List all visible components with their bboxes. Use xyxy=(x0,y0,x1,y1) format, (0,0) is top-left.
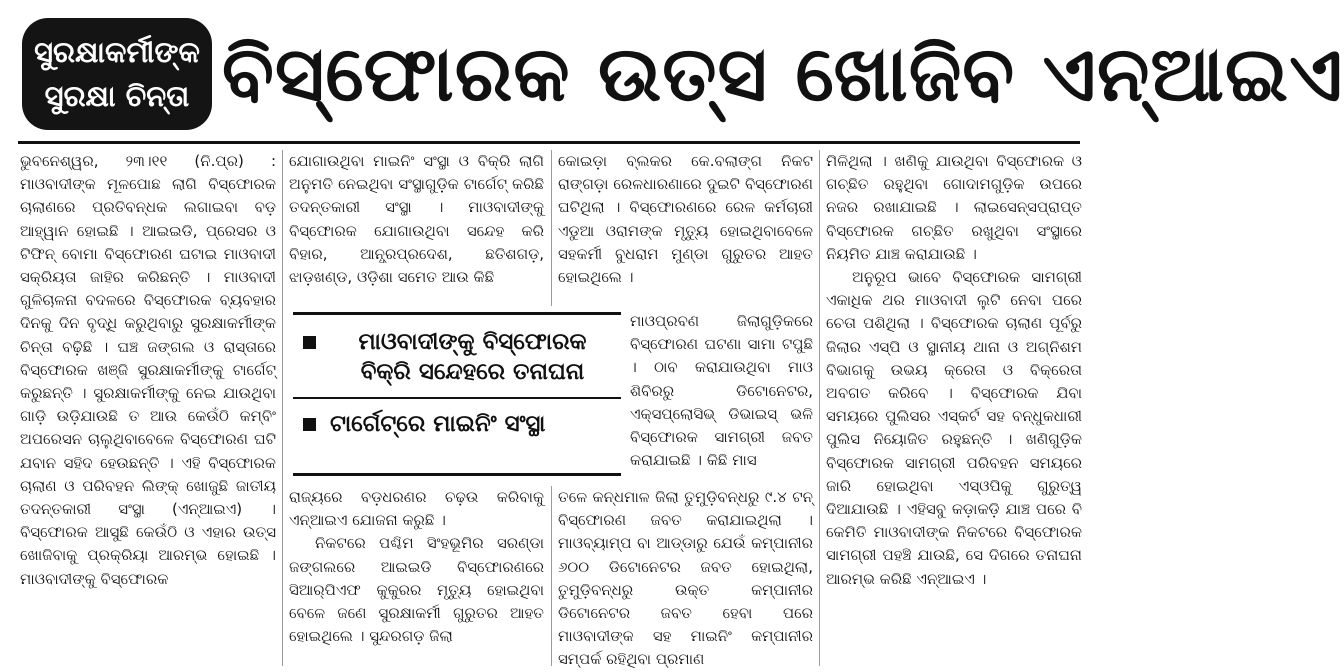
article-paragraph: ମିଳିଥିଲା । ଖଣିକୁ ଯାଉଥିବା ବିସ୍ଫୋରକ ଓ ଗଚ୍ଛିତ ରହୁଥିବା ଗୋଦାମଗୁଡ଼ିକ ଉପରେ ନଜର ରଖାଯାଇଛି । ଲାଇସେନ୍ସପ୍ରାପ୍ତ ବିସ୍ଫୋରକ ଗଚ୍ଛିତ ରଖୁଥିବା ସଂସ୍ଥାରେ ନିୟମିତ ଯାଞ୍ଚ କରାଯାଉଛି । xyxy=(826,152,1082,263)
article-paragraph: କୋଇଡ଼ା ବ୍ଲକର କେ.ବଲାଙ୍ଗ ନିକଟ ରାଙ୍ଗଡ଼ା ରେଳଧାରଣାରେ ଦୁଇଟି ବିସ୍ଫୋରଣ ଘଟିଥିଲା । ବିସ୍ଫୋରଣରେ ରେଳ କର୍ମଚାରୀ ଏଡୁଆ ଓରାମଙ୍କ ମୃତ୍ୟୁ ହୋଇଥିବାବେଳେ ସହକର୍ମୀ ବୁଧରାମ ମୁଣ୍ଡା ଗୁରୁତର ଆହତ ହୋଇଥିଲେ । xyxy=(558,152,813,287)
article-paragraph: ମାଓପ୍ରବଣ ଜିଲାଗୁଡ଼ିକରେ ବିସ୍ଫୋରଣ ଘଟଣା ସାମା ଟପୁଛି । ଠାବ କରାଯାଉଥିବା ମାଓ ଶିବିରରୁ ଡିଟୋନେଟର, ଏକ୍ସପ୍ଲୋସିଭ୍ ଡିଭାଇସ୍ ଭଳି ବିସ୍ଫୋରକ ସାମଗ୍ରୀ ଜବତ କରାଯାଇଛି । କିଛି ମାସ xyxy=(630,312,813,470)
article-column-4 xyxy=(826,150,1082,668)
kicker-box xyxy=(22,18,212,130)
pull-quote-line-1: ମାଓବାଦୀଙ୍କୁ ବିସ୍ଫୋରକ ବିକ୍ରି ସନ୍ଦେହରେ ତନାଘନା xyxy=(358,329,587,385)
article-paragraph: ନିକଟରେ ପଶ୍ଚିମ ସିଂହଭୂମିର ସରଣ୍ଡା ଜଙ୍ଗଲରେ ଆଇଇଡି ବିସ୍ଫୋରଣରେ ସିଆର୍‌ପିଏଫ କୁକୁରର ମୃତ୍ୟୁ ହୋଇଥିବା ବେଳେ ଜଣେ ସୁରକ୍ଷାକର୍ମୀ ଗୁରୁତର ଆହତ ହୋଇଥିଲେ । ସୁନ୍ଦରଗଡ଼ ଜିଲା xyxy=(289,534,544,646)
article-paragraph: ଅନୁରୂପ ଭାବେ ବିସ୍ଫୋରକ ସାମଗ୍ରୀ ଏକାଧିକ ଥର ମାଓବାଦୀ ଲୁଟି ନେବା ପରେ ଚେତା ପଶିଥିଲା । ବିସ୍ଫୋରକ ଚାଲାଣ ପୂର୍ବରୁ ଜିଲାର ଏସ୍‌ପି ଓ ସ୍ଥାନୀୟ ଥାନା ଓ ଅଗ୍ନିଶମ ବିଭାଗକୁ ଉଭୟ କ୍ରେତା ଓ ବିକ୍ରେତା ଅବଗତ କରିବେ । ବିସ୍ଫୋରକ ଯିବା ସମୟରେ ପୁଲିସର ଏସ୍କର୍ଟ ସହ ବନ୍ଧୁକଧାରୀ ପୁଲିସ ନିୟୋଜିତ ରହୁଛନ୍ତି । ଖଣିଗୁଡ଼ିକ ବିସ୍ଫୋରକ ସାମଗ୍ରୀ ପରିବହନ ସମୟରେ ଜାରି ହୋଇଥିବା ଏସ୍‌ଓପିକୁ ଗୁରୁତ୍ୱ ଦିଆଯାଉଛି । ଏହିସବୁ କଡ଼ାକଡ଼ି ଯାଞ୍ଚ ପରେ ବି କେମିତି ମାଓବାଦୀଙ୍କ ନିକଟରେ ବିସ୍ଫୋରକ ସାମଗ୍ରୀ ପହଞ୍ଚି ଯାଉଛି, ସେ ଦିଗରେ ତନାଘନା ଆରମ୍ଭ କରିଛି ଏନ୍‌ଆଇଏ । xyxy=(826,268,1082,588)
article-column-1 xyxy=(20,150,276,668)
headline-rule xyxy=(18,141,1080,144)
column-divider xyxy=(551,150,552,306)
article-column-3-bottom xyxy=(558,486,813,669)
pull-quote-line-2: ଟାର୍ଗେଟ୍‌ରେ ମାଇନିଂ ସଂସ୍ଥା xyxy=(330,411,546,437)
kicker-line-1: ସୁରକ୍ଷାକର୍ମୀଙ୍କ xyxy=(34,35,200,69)
article-paragraph: ରାଜ୍ୟରେ ବଡ଼ଧରଣର ଚଢ଼ଉ କରିବାକୁ ଏନ୍‌ଆଇଏ ଯୋଜନା କରୁଛି । xyxy=(289,488,544,530)
square-bullet-icon xyxy=(303,418,316,431)
column-divider xyxy=(551,486,552,666)
headline: ବିସ୍ଫୋରକ ଉତ୍ସ ଖୋଜିବ ଏନ୍‌ଆଇଏ xyxy=(222,29,1344,118)
article-paragraph: ତଳେ କନ୍ଧମାଳ ଜିଲା ତୁମୁଡ଼ିବନ୍ଧରୁ ୯.୪ ଟନ୍ ବିସ୍ଫୋରଣ ଜବତ କରାଯାଇଥିଲା । ମାଓବ୍ୟାମ୍ପ ବା ଆଡ୍ଡାରୁ ଯେଉଁ କମ୍ପାନୀର ୬୦୦ ଡିଟୋନେଟର ଜବତ ହୋଇଥିଲା, ତୁମୁଡ଼ିବନ୍ଧରୁ ଉକ୍ତ କମ୍ପାନୀର ଡିଟୋନେଟର ଜବତ ହେବା ପରେ ମାଓବାଦୀଙ୍କ ସହ ମାଇନିଂ କମ୍ପାନୀର ସମ୍ପର୍କ ରହିଥିବା ପ୍ରମାଣ xyxy=(558,488,813,669)
article-paragraph: ଭୁବନେଶ୍ୱର, ୨୩।୧୧ (ନି.ପ୍ର) : ମାଓବାଦୀଙ୍କ ମୂଳପୋଛ ଲାଗି ବିସ୍ଫୋରକ ଚାଲାଣରେ ପ୍ରତିବନ୍ଧକ ଲଗାଇବା ବଡ଼ ଆହ୍ୱାନ ହୋଇଛି । ଆଇଇଡି, ପ୍ରେସର ଓ ଟିଫିନ୍ ବୋମା ବିସ୍ଫୋରଣ ଘଟାଇ ମାଓବାଦୀ ସକ୍ରିୟତା ଜାହିର କରିଛନ୍ତି । ମାଓବାଦୀ ଗୁଳିଚାଳନା ବଦଳରେ ବିସ୍ଫୋରକ ବ୍ୟବହାର ଦିନକୁ ଦିନ ବୃଦ୍ଧି କରୁଥିବାରୁ ସୁରକ୍ଷାକର୍ମୀଙ୍କ ଚିନ୍ତା ବଢ଼ିଛି । ଘଞ୍ଚ ଜଙ୍ଗଲ ଓ ରାସ୍ତାରେ ବିସ୍ଫୋରକ ଖଞ୍ଜି ସୁରକ୍ଷାକର୍ମୀଙ୍କୁ ଟାର୍ଗେଟ୍ କରୁଛନ୍ତି । ସୁରକ୍ଷାକର୍ମୀଙ୍କୁ ନେଇ ଯାଉଥିବା ଗାଡ଼ି ଉଡ଼ିଯାଉଛି ତ ଆଉ କେଉଁଠି କମ୍ବିଂ ଅପରେସନ ଚାଲୁଥିବାବେଳେ ବିସ୍ଫୋରଣ ଘଟି ଯବାନ ସହିଦ ହେଉଛନ୍ତି । ଏହି ବିସ୍ଫୋରକ ଚାଲାଣ ଓ ପରିବହନ ଲିଙ୍କ୍ ଖୋଜୁଛି ଜାତୀୟ ତଦନ୍ତକାରୀ ସଂସ୍ଥା (ଏନ୍‌ଆଇଏ) । ବିସ୍ଫୋରକ ଆସୁଛି କେଉଁଠି ଓ ଏହାର ଉତ୍ସ ଖୋଜିବାକୁ ପ୍ରକ୍ରିୟା ଆରମ୍ଭ ହୋଇଛି । ମାଓବାଦୀଙ୍କୁ ବିସ୍ଫୋରକ xyxy=(20,152,276,588)
column-divider xyxy=(282,150,283,666)
kicker-line-2: ସୁରକ୍ଷା ଚିନ୍ତା xyxy=(44,79,190,113)
article-paragraph: ଯୋଗାଉଥିବା ମାଇନିଂ ସଂସ୍ଥା ଓ ବିକ୍ରି ଲାଗି ଅନୁମତି ନେଇଥିବା ସଂସ୍ଥାଗୁଡ଼ିକ ଟାର୍ଗେଟ୍ କରିଛି ତଦନ୍ତକାରୀ ସଂସ୍ଥା । ମାଓବାଦୀଙ୍କୁ ବିସ୍ଫୋରକ ଯୋଗାଉଥିବା ସନ୍ଦେହ କରି ବିହାର, ଆନ୍ଧ୍ରପ୍ରଦେଶ, ଛତିଶଗଡ଼, ଝାଡ଼ଖଣ୍ଡ, ଓଡ଼ିଶା ସମେତ ଆଉ କିଛି xyxy=(289,152,544,287)
pull-quote xyxy=(293,312,621,476)
article-column-2-top xyxy=(289,150,544,308)
column-divider xyxy=(819,150,820,666)
article-column-3-top xyxy=(558,150,813,308)
article-column-3-middle xyxy=(630,310,813,485)
square-bullet-icon xyxy=(303,336,316,349)
article-column-2-bottom xyxy=(289,486,544,666)
